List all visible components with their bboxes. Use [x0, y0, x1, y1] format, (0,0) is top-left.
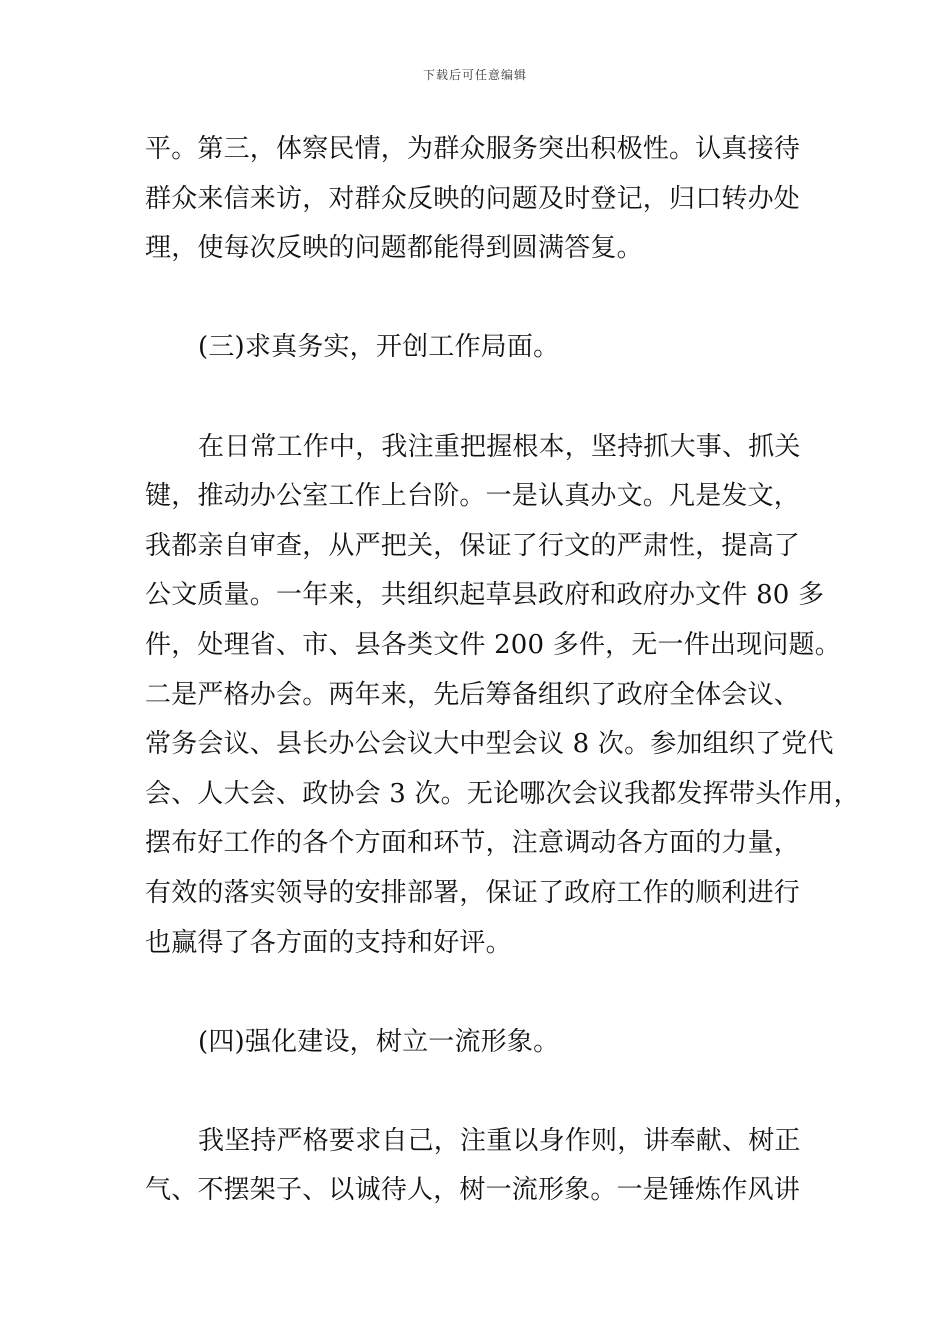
section-heading — [145, 1018, 835, 1068]
text-line: 气、不摆架子、以诚待人，树一流形象。一是锤炼作风讲 — [145, 1175, 801, 1206]
paragraph — [145, 1117, 835, 1216]
text-line: 会、人大会、政协会 3 次。无论哪次会议我都发挥带头作用， — [145, 778, 860, 809]
text-line: 也赢得了各方面的支持和好评。 — [145, 927, 512, 958]
text-line: (三)求真务实，开创工作局面。 — [198, 332, 560, 363]
text-line: 二是严格办会。两年来，先后筹备组织了政府全体会议、 — [145, 679, 801, 710]
text-line: 在日常工作中，我注重把握根本，坚持抓大事、抓关 — [198, 431, 801, 462]
paragraph — [145, 125, 835, 274]
paragraph — [145, 423, 860, 969]
text-line: 群众来信来访，对群众反映的问题及时登记，归口转办处 — [145, 183, 801, 214]
text-line: 我都亲自审查，从严把关，保证了行文的严肃性，提高了 — [145, 530, 801, 561]
text-line: 我坚持严格要求自己，注重以身作则，讲奉献、树正 — [198, 1125, 801, 1156]
text-line: 件，处理省、市、县各类文件 200 多件，无一件出现问题。 — [145, 629, 841, 660]
document-body — [145, 125, 860, 1216]
text-line: 理，使每次反映的问题都能得到圆满答复。 — [145, 233, 643, 264]
text-line: 公文质量。一年来，共组织起草县政府和政府办文件 80 多 — [145, 580, 825, 611]
text-line: 摆布好工作的各个方面和环节，注意调动各方面的力量， — [145, 828, 801, 859]
download-note: 下载后可任意编辑 — [422, 68, 527, 82]
text-line: 键，推动办公室工作上台阶。一是认真办文。凡是发文， — [145, 481, 801, 512]
section-heading — [145, 323, 835, 373]
text-line: 常务会议、县长办公会议大中型会议 8 次。参加组织了党代 — [145, 729, 834, 760]
text-line: (四)强化建设，树立一流形象。 — [198, 1026, 560, 1057]
text-line: 平。第三，体察民情，为群众服务突出积极性。认真接待 — [145, 134, 801, 164]
text-line: 有效的落实领导的安排部署，保证了政府工作的顺利进行 — [145, 877, 801, 908]
